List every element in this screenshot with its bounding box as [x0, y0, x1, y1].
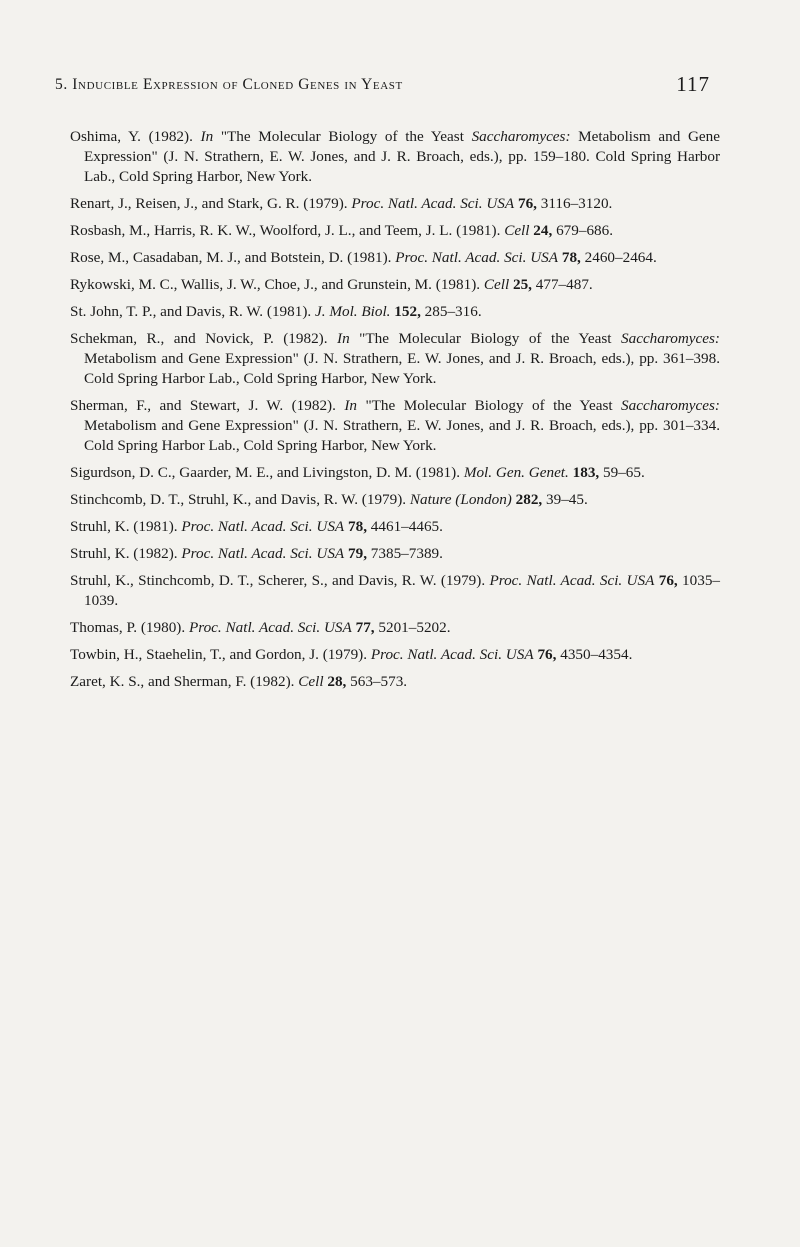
- reference-volume: 76,: [517, 195, 537, 212]
- reference-pages: 477–487.: [531, 276, 593, 293]
- reference-authors: Stinchcomb, D. T., Struhl, K., and Davis, R. W. (1979).: [70, 491, 410, 508]
- reference-item: [70, 645, 720, 665]
- reference-item: [70, 463, 720, 483]
- reference-authors: Oshima, Y. (1982).: [70, 128, 201, 145]
- reference-item: [70, 329, 720, 389]
- reference-journal: Nature (London): [409, 491, 512, 508]
- reference-details: Metabolism and Gene Expression" (J. N. Strathern, E. W. Jones, and J. R. Broach, eds.), pp. 301–334. Cold Spring Harbor Lab., Cold Spring Harbor, New York.: [84, 417, 720, 454]
- reference-item: [70, 672, 720, 692]
- reference-in: In: [337, 330, 350, 347]
- reference-in: In: [200, 128, 214, 145]
- reference-volume: 76,: [537, 646, 557, 663]
- reference-journal: Proc. Natl. Acad. Sci. USA: [489, 572, 655, 589]
- reference-journal: Cell: [483, 276, 510, 293]
- reference-volume: 152,: [394, 303, 421, 320]
- running-head: 5. Inducible Expression of Cloned Genes in Yeast: [55, 76, 403, 93]
- reference-journal: Cell: [298, 673, 324, 690]
- reference-authors: Rose, M., Casadaban, M. J., and Botstein, D. (1981).: [70, 249, 396, 266]
- reference-volume: 78,: [348, 518, 367, 535]
- reference-authors: Struhl, K., Stinchcomb, D. T., Scherer, S., and Davis, R. W. (1979).: [70, 572, 490, 589]
- reference-item: [70, 248, 720, 268]
- reference-item: [70, 194, 720, 214]
- reference-authors: Sherman, F., and Stewart, J. W. (1982).: [70, 397, 345, 414]
- reference-item: [70, 571, 720, 611]
- reference-genus: Saccharomyces:: [621, 330, 720, 347]
- reference-pages: 4461–4465.: [366, 518, 443, 535]
- reference-volume: 25,: [512, 276, 532, 293]
- reference-authors: St. John, T. P., and Davis, R. W. (1981).: [70, 303, 315, 320]
- reference-journal: J. Mol. Biol.: [314, 303, 391, 320]
- reference-authors: Struhl, K. (1981).: [70, 518, 182, 535]
- reference-pages: 2460–2464.: [580, 249, 657, 266]
- reference-authors: Zaret, K. S., and Sherman, F. (1982).: [70, 673, 299, 690]
- reference-journal: Proc. Natl. Acad. Sci. USA: [188, 619, 352, 636]
- reference-book-title: "The Molecular Biology of the Yeast: [349, 330, 622, 347]
- reference-authors: Schekman, R., and Novick, P. (1982).: [70, 330, 338, 347]
- reference-volume: 77,: [355, 619, 375, 636]
- reference-list: [70, 127, 720, 699]
- reference-journal: Proc. Natl. Acad. Sci. USA: [395, 249, 559, 266]
- reference-pages: 4350–4354.: [556, 646, 633, 663]
- reference-volume: 183,: [572, 464, 600, 481]
- reference-pages: 3116–3120.: [536, 195, 613, 212]
- reference-pages: 1035–1039.: [84, 572, 721, 609]
- reference-book-title: "The Molecular Biology of the Yeast: [357, 397, 622, 414]
- reference-volume: 76,: [658, 572, 678, 589]
- reference-volume: 79,: [348, 545, 367, 562]
- reference-pages: 5201–5202.: [374, 619, 451, 636]
- reference-journal: Proc. Natl. Acad. Sci. USA: [181, 518, 345, 535]
- reference-item: [70, 221, 720, 241]
- reference-item: [70, 517, 720, 537]
- reference-item: [70, 275, 720, 295]
- reference-authors: Sigurdson, D. C., Gaarder, M. E., and Livingston, D. M. (1981).: [70, 464, 464, 481]
- reference-genus: Saccharomyces:: [471, 128, 571, 145]
- reference-pages: 39–45.: [542, 491, 588, 508]
- reference-authors: Towbin, H., Staehelin, T., and Gordon, J. (1979).: [70, 646, 371, 663]
- reference-book-title: "The Molecular Biology of the Yeast: [213, 128, 472, 145]
- reference-journal: Cell: [504, 222, 530, 239]
- reference-journal: Mol. Gen. Genet.: [463, 464, 569, 481]
- reference-item: [70, 302, 720, 322]
- reference-in: In: [344, 397, 357, 414]
- reference-authors: Renart, J., Reisen, J., and Stark, G. R. (1979).: [70, 195, 352, 212]
- reference-details: Metabolism and Gene Expression" (J. N. Strathern, E. W. Jones, and J. R. Broach, eds.), pp. 361–398. Cold Spring Harbor Lab., Cold Spring Harbor, New York.: [84, 350, 720, 387]
- reference-authors: Struhl, K. (1982).: [70, 545, 182, 562]
- reference-item: [70, 127, 720, 187]
- reference-authors: Thomas, P. (1980).: [70, 619, 189, 636]
- reference-journal: Proc. Natl. Acad. Sci. USA: [181, 545, 345, 562]
- reference-volume: 78,: [561, 249, 581, 266]
- reference-item: [70, 490, 720, 510]
- reference-item: [70, 396, 720, 456]
- reference-details: Metabolism and Gene Expression" (J. N. Strathern, E. W. Jones, and J. R. Broach, eds.), pp. 159–180. Cold Spring Harbor Lab., Cold Spring Harbor, New York.: [84, 128, 720, 185]
- reference-volume: 28,: [327, 673, 347, 690]
- reference-pages: 59–65.: [599, 464, 645, 481]
- reference-genus: Saccharomyces:: [621, 397, 720, 414]
- reference-item: [70, 618, 720, 638]
- reference-journal: Proc. Natl. Acad. Sci. USA: [370, 646, 534, 663]
- page-header: [55, 72, 710, 98]
- reference-authors: Rosbash, M., Harris, R. K. W., Woolford, J. L., and Teem, J. L. (1981).: [70, 222, 505, 239]
- reference-item: [70, 544, 720, 564]
- reference-volume: 24,: [533, 222, 553, 239]
- reference-pages: 7385–7389.: [366, 545, 443, 562]
- reference-pages: 563–573.: [346, 673, 408, 690]
- page-number: 117: [676, 72, 710, 96]
- reference-pages: 679–686.: [552, 222, 614, 239]
- reference-volume: 282,: [515, 491, 543, 508]
- reference-authors: Rykowski, M. C., Wallis, J. W., Choe, J., and Grunstein, M. (1981).: [70, 276, 484, 293]
- reference-pages: 285–316.: [420, 303, 482, 320]
- reference-journal: Proc. Natl. Acad. Sci. USA: [351, 195, 515, 212]
